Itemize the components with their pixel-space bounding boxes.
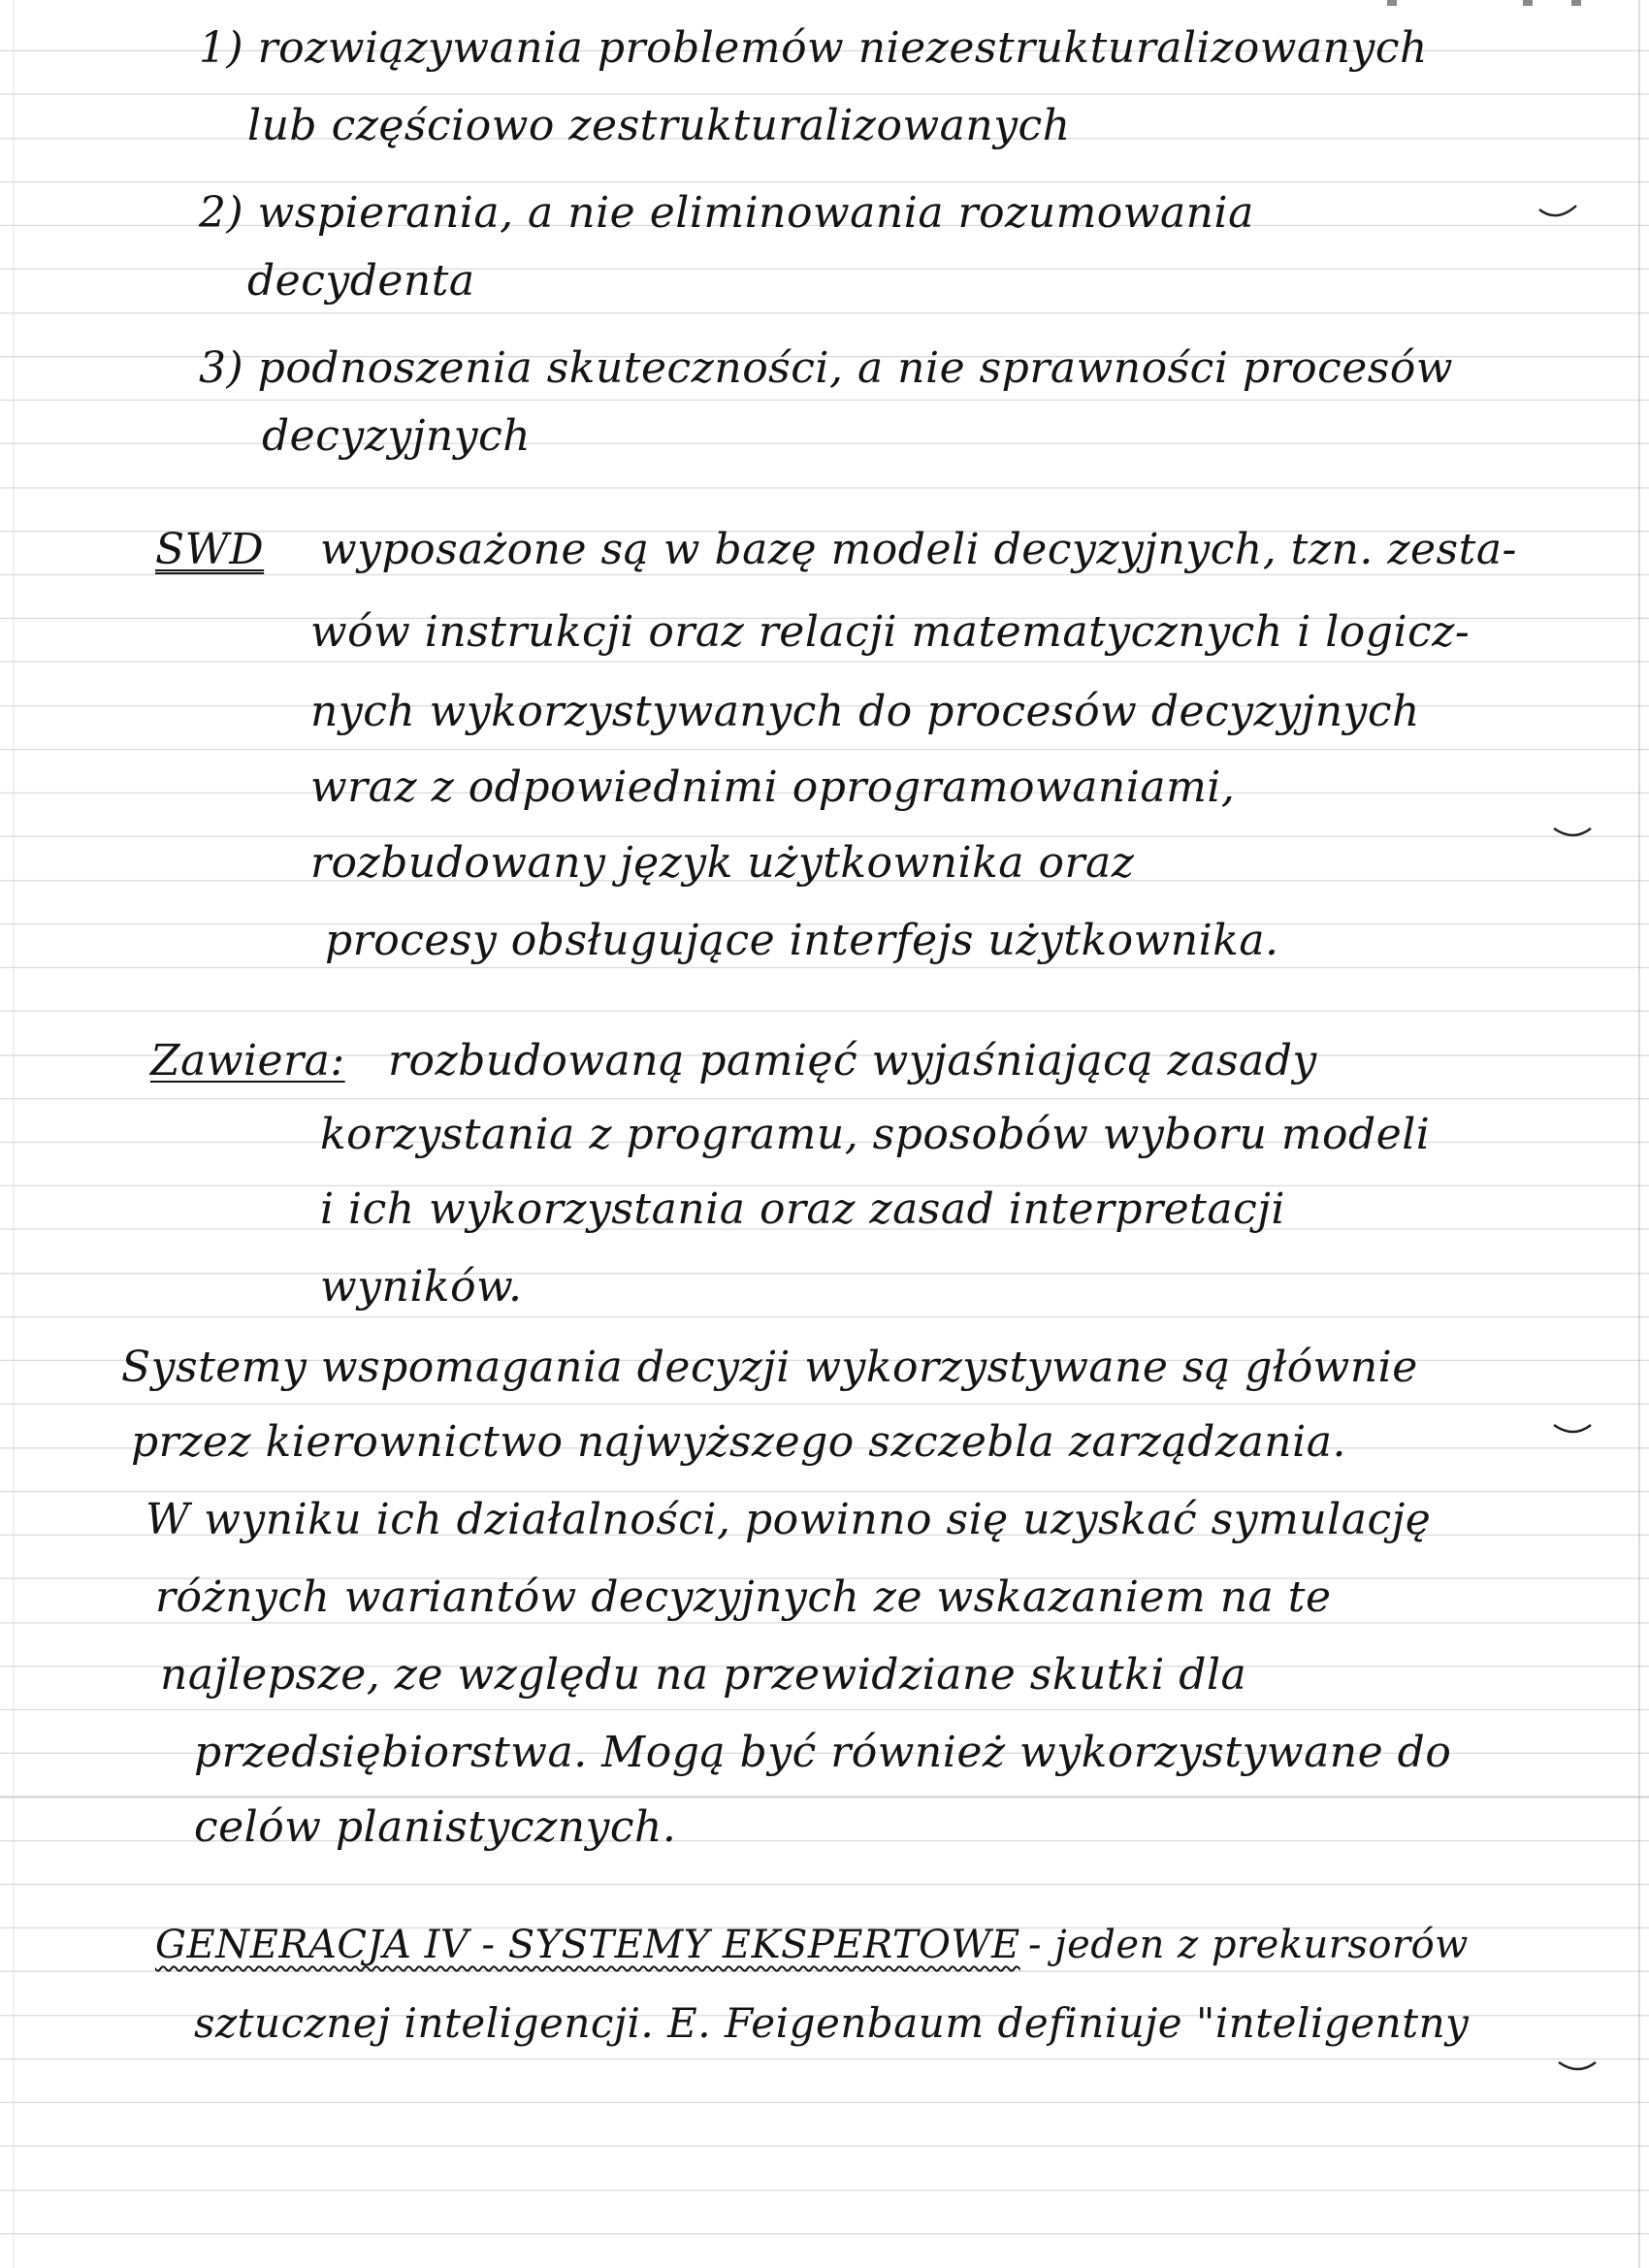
list-item-2-line-1: 2) wspierania, a nie eliminowania rozumowania xyxy=(199,188,1254,238)
swd-label: SWD xyxy=(155,525,265,574)
systemy-line-5: najlepsze, ze względu na przewidziane skutki dla xyxy=(160,1650,1247,1700)
swd-line-4: wraz z odpowiednimi oprogramowaniami, xyxy=(310,762,1236,812)
systemy-line-7: celów planistycznych. xyxy=(194,1802,677,1852)
systemy-line-4: różnych wariantów decyzyjnych ze wskazaniem na te xyxy=(155,1572,1332,1622)
systemy-line-3: W wyniku ich działalności, powinno się uzyskać symulację xyxy=(146,1495,1432,1544)
generacja-heading: GENERACJA IV - SYSTEMY EKSPERTOWE xyxy=(155,1923,1020,1967)
systemy-line-6: przedsiębiorstwa. Mogą być również wykorzystywane do xyxy=(194,1728,1452,1777)
swd-line-3: nych wykorzystywanych do procesów decyzyjnych xyxy=(310,687,1420,736)
list-item-1-line-1: 1) rozwiązywania problemów niezestrukturalizowanych xyxy=(199,23,1428,73)
zawiera-label: Zawiera: xyxy=(150,1036,345,1085)
margin-check-mark xyxy=(1552,1421,1593,1441)
swd-line-2: wów instrukcji oraz relacji matematycznych i logicz- xyxy=(310,607,1471,657)
list-item-2-line-2: decydenta xyxy=(247,256,475,306)
zawiera-line-4: wyników. xyxy=(320,1262,523,1312)
list-item-3-line-1: 3) podnoszenia skuteczności, a nie sprawności procesów xyxy=(199,343,1453,393)
margin-check-mark xyxy=(1552,825,1593,844)
list-item-1-line-2: lub częściowo zestrukturalizowanych xyxy=(247,101,1071,150)
margin-check-mark xyxy=(1537,204,1578,223)
swd-line-1: wyposażone są w bazę modeli decyzyjnych, tzn. zesta- xyxy=(320,525,1517,574)
generacja-line-2: sztucznej inteligencji. E. Feigenbaum definiuje "inteligentny xyxy=(194,1999,1470,2047)
swd-line-6: procesy obsługujące interfejs użytkownika. xyxy=(325,916,1279,965)
zawiera-line-1: rozbudowaną pamięć wyjaśniającą zasady xyxy=(388,1036,1317,1085)
swd-line-5: rozbudowany język użytkownika oraz xyxy=(310,838,1135,888)
list-item-3-line-2: decyzyjnych xyxy=(262,411,532,461)
generacja-heading-rest: - jeden z prekursorów xyxy=(1028,1923,1469,1967)
systemy-line-2: przez kierownictwo najwyższego szczebla zarządzania. xyxy=(131,1417,1346,1467)
zawiera-line-3: i ich wykorzystania oraz zasad interpretacji xyxy=(320,1184,1285,1234)
systemy-line-1: Systemy wspomagania decyzji wykorzystywane są głównie xyxy=(121,1343,1418,1392)
zawiera-line-2: korzystania z programu, sposobów wyboru modeli xyxy=(320,1110,1431,1159)
margin-check-mark xyxy=(1557,2058,1598,2078)
